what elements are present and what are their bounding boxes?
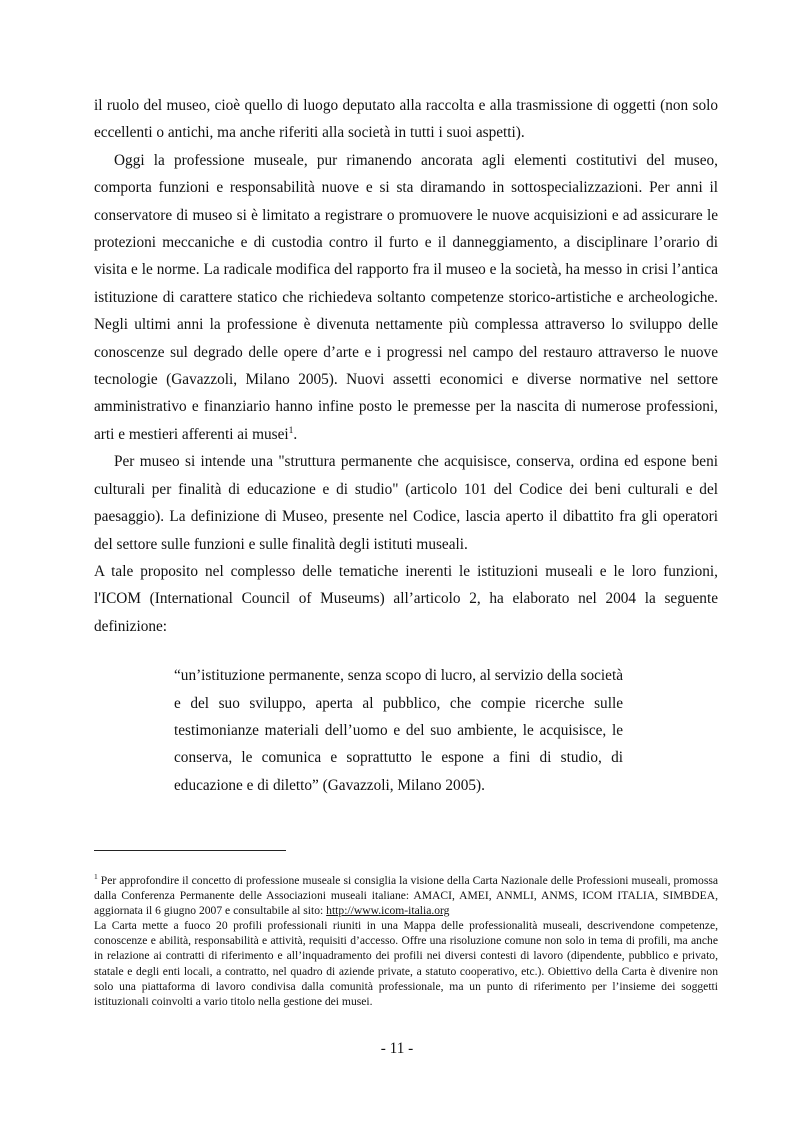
paragraph-2-end: . [293, 425, 298, 443]
paragraph-4: A tale proposito nel complesso delle tematiche inerenti le istituzioni museali e le loro funzioni, l'ICOM (International Council of Museums) all’articolo 2, ha elaborato nel 2004 la seguente definizione: [94, 562, 718, 635]
paragraph-1: il ruolo del museo, cioè quello di luogo deputato alla raccolta e alla trasmissione di oggetti (non solo eccellenti o antichi, ma anche riferiti alla società in tutti i suoi aspetti). [94, 97, 718, 142]
footnote [94, 873, 718, 1009]
footnote-reference[interactable]: 1 [288, 425, 294, 436]
block-quote: “un’istituzione permanente, senza scopo di lucro, al servizio della società e del suo sviluppo, aperta al pubblico, che compie ricerche sulle testimonianze materiali dell’uomo e del suo ambiente, le acquisisce, le conserva, le comunica e soprattutto le espone a fini di studio, di educazione e di diletto” (Gavazzoli, Milano 2005). [174, 667, 623, 794]
footnote-text-a: Per approfondire il concetto di professione museale si consiglia la visione della Carta Nazionale delle Professioni museali, promossa dalla Conferenza Permanente delle Associazioni museali italiane: AMACI, AMEI, ANMLI, ANMS, ICOM ITALIA, SIMBDEA, aggiornata il 6 giugno 2007 e consultabile al sito: [94, 874, 718, 918]
paragraph-2 [94, 147, 718, 448]
footnote-divider [94, 850, 286, 851]
footnote-paragraph-1 [94, 873, 718, 918]
main-text [94, 92, 718, 799]
footnote-paragraph-2: La Carta mette a fuoco 20 profili professionali riuniti in una Mappa delle professionalità museali, descrivendone competenze, conoscenze e abilità, responsabilità e attività, requisiti d’accesso. Offre una risoluzione comune non solo in tema di profili, ma anche in relazione ai contratti di riferimento e all’inquadramento dei profili nei diversi contesti di lavoro (dipendente, pubblico e privato, statale e degli enti locali, a contratto, nel quadro di aziende private, a statuto cooperativo, etc.). Obiettivo della Carta è divenire non solo una piattaforma di lavoro condivisa dalla comunità professionale, ma un punto di riferimento per l’insieme dei soggetti istituzionali coinvolti a vario titolo nella gestione dei musei. [94, 919, 718, 1008]
footnote-link[interactable]: http://www.icom-italia.org [326, 904, 450, 918]
paragraph-3: Per museo si intende una "struttura permanente che acquisisce, conserva, ordina ed espone beni culturali per finalità di educazione e di studio" (articolo 101 del Codice dei beni culturali e del paesaggio). La definizione di Museo, presente nel Codice, lascia aperto il dibattito fra gli operatori del settore sulle funzioni e sulle finalità degli istituti museali. [94, 453, 718, 553]
paragraph-2-text: Oggi la professione museale, pur rimanendo ancorata agli elementi costitutivi del museo, comporta funzioni e responsabilità nuove e si sta diramando in sottospecializzazioni. Per anni il conservatore di museo si è limitato a registrare o promuovere le nuove acquisizioni e ad assicurare le protezioni meccaniche e di custodia contro il furto e il danneggiamento, a disciplinare l’orario di visita e le norme. La radicale modifica del rapporto fra il museo e la società, ha messo in crisi l’antica istituzione di carattere statico che richiedeva soltanto competenze storico-artistiche e archeologiche. Negli ultimi anni la professione è divenuta nettamente più complessa attraverso lo sviluppo delle conoscenze sul degrado delle opere d’arte e i progressi nel campo del restauro attraverso le nuove tecnologie (Gavazzoli, Milano 2005). Nuovi assetti economici e diverse normative nel settore amministrativo e finanziario hanno infine posto le premesse per la nascita di numerose professioni, arti e mestieri afferenti ai musei [94, 151, 718, 443]
footnote-marker: 1 [94, 872, 98, 882]
page-number: - 11 - [380, 1040, 414, 1057]
